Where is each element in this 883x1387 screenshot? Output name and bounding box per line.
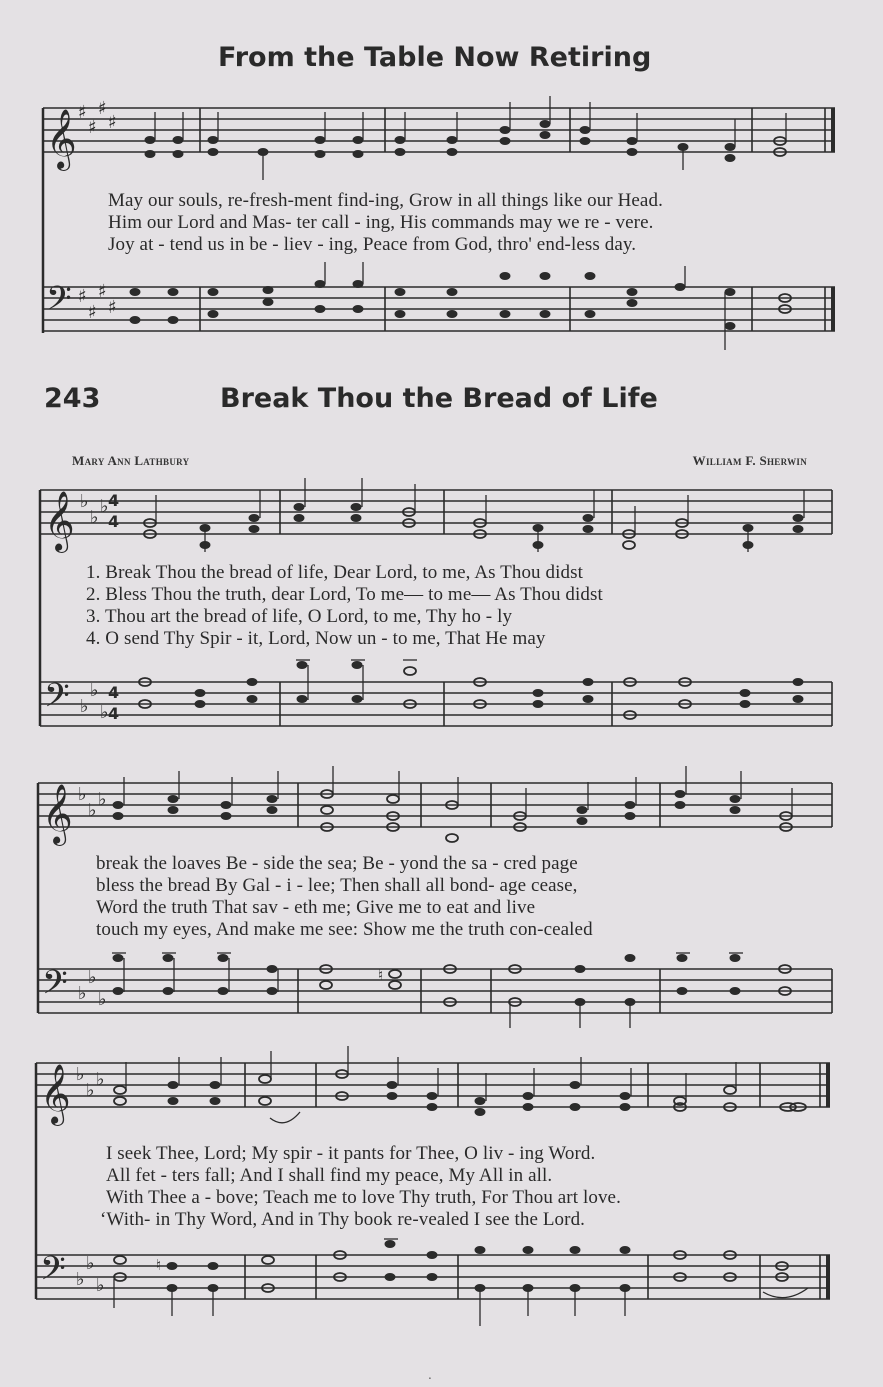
sys1-verse-2: 2. Bless Thou the truth, dear Lord, To me— to me— As Thou didst: [86, 584, 603, 605]
svg-text:♭: ♭: [78, 784, 87, 805]
svg-text:♭: ♭: [96, 1069, 105, 1090]
svg-text:♭: ♭: [86, 1253, 95, 1274]
sys1-verse-3: 3. Thou art the bread of life, O Lord, to me, Thy ho - ly: [86, 606, 513, 627]
top-verse-3: Joy at - tend us in be - liev - ing, Peace from God, thro' end-less day.: [108, 234, 637, 255]
sys3-verse-3: With Thee a - bove; Teach me to love Thy truth, For Thou art love.: [106, 1187, 621, 1208]
page-mark: .: [428, 1368, 432, 1382]
svg-text:𝄢: 𝄢: [44, 677, 70, 723]
sys2-verse-2: bless the bread By Gal - i - lee; Then shall all bond- age cease,: [96, 875, 578, 896]
hymn-number: 243: [44, 383, 101, 414]
svg-text:𝄞: 𝄞: [42, 784, 73, 844]
svg-text:♯: ♯: [88, 117, 97, 138]
svg-text:♭: ♭: [80, 696, 89, 717]
svg-text:♯: ♯: [88, 302, 97, 323]
svg-text:𝄞: 𝄞: [44, 491, 75, 551]
svg-text:♭: ♭: [96, 1275, 105, 1296]
top-verse-1: May our souls, re-fresh-ment find-ing, Grow in all things like our Head.: [108, 190, 663, 211]
words-credit: Mary Ann Lathbury: [72, 453, 190, 468]
sys1-verse-1: 1. Break Thou the bread of life, Dear Lord, to me, As Thou didst: [86, 562, 583, 583]
svg-text:♮: ♮: [378, 966, 384, 984]
svg-text:♮: ♮: [156, 1256, 162, 1274]
sys2-verse-4: touch my eyes, And make me see: Show me the truth con-cealed: [96, 919, 593, 940]
sys3-verse-4: ‘With- in Thy Word, And in Thy book re-vealed I see the Lord.: [100, 1209, 586, 1230]
sys1-verse-4: 4. O send Thy Spir - it, Lord, Now un - to me, That He may: [86, 628, 546, 649]
svg-text:♭: ♭: [98, 989, 107, 1010]
svg-text:𝄞: 𝄞: [40, 1064, 71, 1124]
sys2-verse-1: break the loaves Be - side the sea; Be - yond the sa - cred page: [96, 853, 578, 874]
svg-text:♯: ♯: [98, 281, 107, 302]
svg-text:4: 4: [108, 512, 120, 531]
svg-text:♭: ♭: [100, 702, 109, 723]
svg-text:4: 4: [108, 704, 120, 723]
sys3-verse-2: All fet - ters fall; And I shall find my peace, My All in all.: [106, 1165, 553, 1186]
svg-text:♭: ♭: [98, 789, 107, 810]
svg-text:♯: ♯: [98, 98, 107, 119]
svg-text:♭: ♭: [76, 1064, 85, 1085]
svg-text:𝄢: 𝄢: [40, 1250, 66, 1296]
svg-text:♭: ♭: [90, 680, 99, 701]
svg-text:♭: ♭: [88, 967, 97, 988]
svg-text:♭: ♭: [76, 1269, 85, 1290]
svg-text:♯: ♯: [108, 297, 117, 318]
svg-text:𝄢: 𝄢: [42, 964, 68, 1010]
svg-text:♭: ♭: [80, 491, 89, 512]
svg-text:♯: ♯: [78, 102, 87, 123]
sys3-verse-1: I seek Thee, Lord; My spir - it pants for Thee, O liv - ing Word.: [106, 1143, 596, 1164]
svg-text:♭: ♭: [88, 800, 97, 821]
music-credit: William F. Sherwin: [692, 453, 807, 468]
hymn-title: Break Thou the Bread of Life: [220, 383, 658, 414]
svg-text:𝄢: 𝄢: [46, 280, 72, 326]
svg-text:♯: ♯: [108, 112, 117, 133]
top-verse-2: Him our Lord and Mas- ter call - ing, His commands may we re - vere.: [108, 212, 654, 233]
svg-text:♭: ♭: [78, 983, 87, 1004]
svg-text:♯: ♯: [78, 286, 87, 307]
svg-text:𝄞: 𝄞: [46, 109, 77, 169]
svg-text:4: 4: [108, 491, 120, 510]
sys2-verse-3: Word the truth That sav - eth me; Give me to eat and live: [96, 897, 536, 918]
svg-text:♭: ♭: [100, 496, 109, 517]
svg-text:♭: ♭: [86, 1080, 95, 1101]
hymn-title-top: From the Table Now Retiring: [218, 42, 652, 73]
svg-text:♭: ♭: [90, 507, 99, 528]
svg-text:4: 4: [108, 683, 120, 702]
